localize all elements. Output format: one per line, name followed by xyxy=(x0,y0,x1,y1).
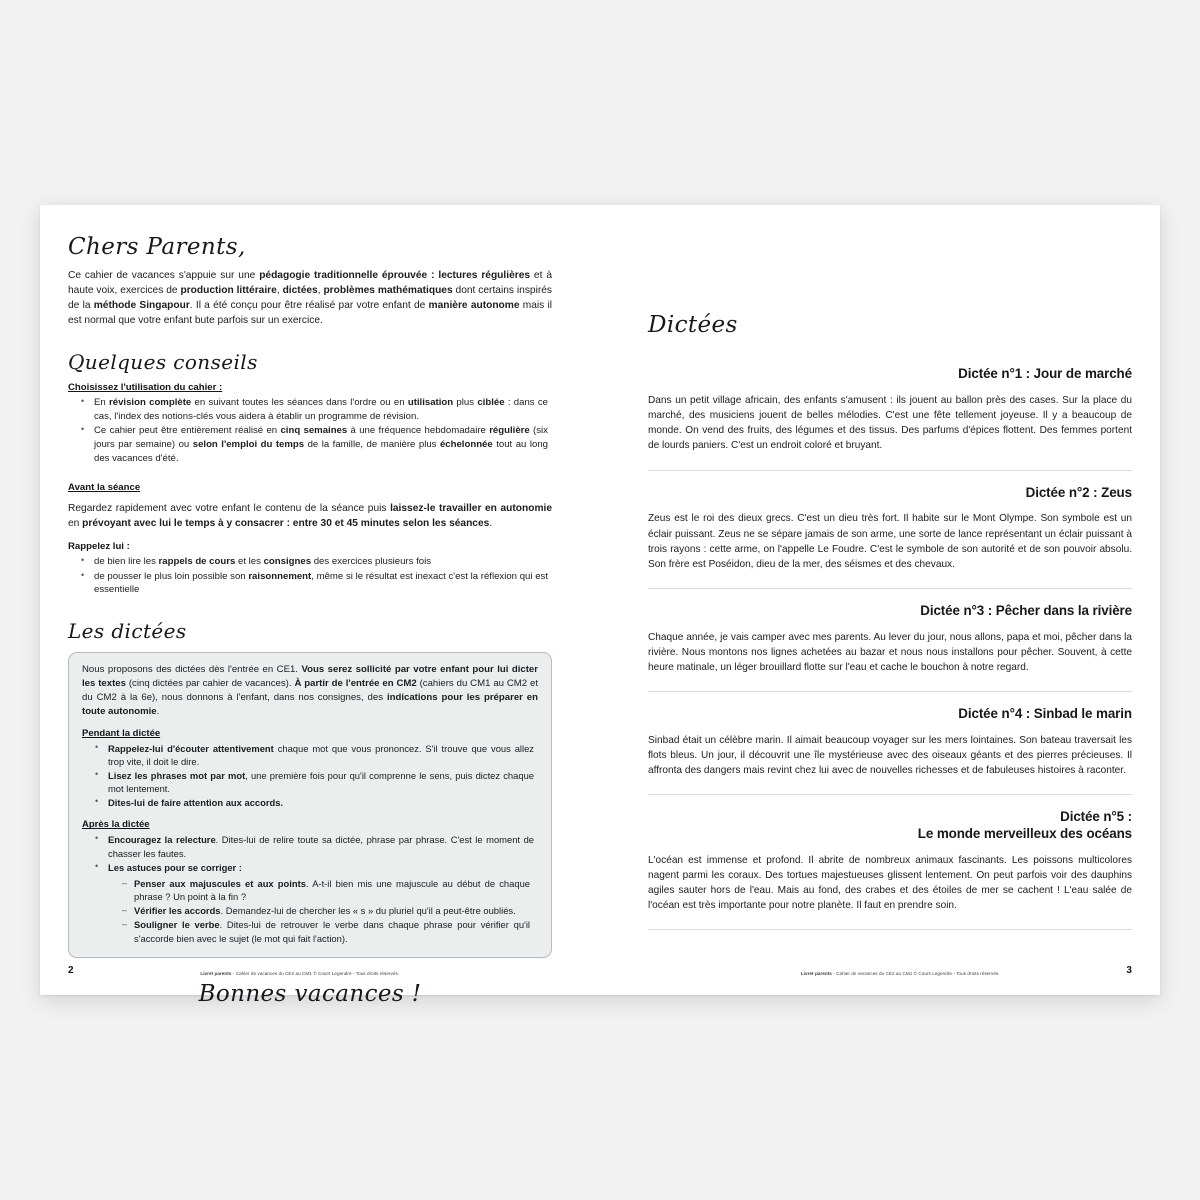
closing-wish-wrapper xyxy=(68,982,552,1007)
callout-subheading-pendant: Pendant la dictée xyxy=(82,727,161,739)
conseils-heading: Quelques conseils xyxy=(68,350,258,375)
right-footer-text: - Cahier de vacances du CE2 au CM1 © Cours Legendre - Tous droits réservés. xyxy=(831,971,1000,976)
left-page xyxy=(40,205,600,1007)
subheading-rappelez-lui: Rappelez lui : xyxy=(68,541,130,553)
list-item: • Ce cahier peut être entièrement réalisé en cinq semaines à une fréquence hebdomadaire régulière (six jours par semaine) ou selon l'emploi du temps de la famille, de manière plus échelonnée tout au long des vacances d'été. xyxy=(94,424,552,465)
callout-subheading-apres: Après la dictée xyxy=(82,819,150,831)
conseils-bullet-list xyxy=(68,396,552,465)
dictee-separator xyxy=(648,470,1132,471)
callout-apres-bullet-list xyxy=(82,833,538,944)
list-item: • Encouragez la relecture. Dites-lui de relire toute sa dictée, phrase par phrase. C'est le moment de chasser les fautes. xyxy=(108,833,538,859)
dictee-separator xyxy=(648,794,1132,795)
dictee-separator xyxy=(648,691,1132,692)
left-page-footer xyxy=(40,965,600,979)
callout-pendant-bullet-list xyxy=(82,742,538,810)
left-page-number: 2 xyxy=(68,965,74,976)
sub-list-item: – Souligner le verbe. Dites-lui de retrouver le verbe dans chaque phrase pour vérifier qu'il s'accorde bien avec le sujet (le mot qui fait l'action). xyxy=(134,918,534,944)
list-item: • Lisez les phrases mot par mot, une première fois pour qu'il comprenne le sens, puis dictez chaque mot lentement. xyxy=(108,769,538,795)
dictee-title: Dictée n°5 : Le monde merveilleux des océans xyxy=(917,809,1132,842)
dictee-entry xyxy=(648,809,1132,913)
list-item: • de bien lire les rappels de cours et les consignes des exercices plusieurs fois xyxy=(94,555,552,569)
left-footer-copyright xyxy=(200,971,399,976)
sub-list xyxy=(108,877,534,945)
dictee-title: Dictée n°4 : Sinbad le marin xyxy=(958,706,1132,722)
avant-la-seance-paragraph: Regardez rapidement avec votre enfant le contenu de la séance puis laissez-le travailler en autonomie en prévoyant avec lui le temps à y consacrer : entre 30 et 45 minutes selon les séances. xyxy=(68,503,552,530)
right-page xyxy=(600,205,1160,995)
subheading-choisissez: Choisissez l'utilisation du cahier : xyxy=(68,382,223,394)
dictee-entry xyxy=(648,603,1132,675)
book-spread xyxy=(40,205,1160,1007)
left-footer-label: Livret parents xyxy=(200,971,232,976)
dictee-text: Sinbad était un célèbre marin. Il aimait beaucoup voyager sur les mers lointaines. Son bateau traversait les flots bleus. Un jour, il découvrit une île mystérieuse avec des oiseaux géants et des pierres précieuses. Il affronta des dangers mais revint chez lui avec de nouvelles richesses et de fabuleuses histoires à raconter. xyxy=(648,734,1132,777)
dictee-title: Dictée n°3 : Pêcher dans la rivière xyxy=(920,602,1132,618)
dictees-callout-box xyxy=(68,652,552,958)
dictee-title: Dictée n°1 : Jour de marché xyxy=(958,366,1132,382)
rappelez-lui-bullet-list xyxy=(68,555,552,597)
dictees-list xyxy=(648,366,1132,930)
dictee-title: Dictée n°2 : Zeus xyxy=(1025,484,1132,500)
dictee-entry xyxy=(648,485,1132,572)
greeting-heading: Chers Parents, xyxy=(68,234,246,260)
dictee-entry xyxy=(648,366,1132,453)
subheading-avant-la-seance: Avant la séance xyxy=(68,482,141,494)
sub-list-item: – Vérifier les accords. Demandez-lui de chercher les « s » du pluriel qu'il a peut-être oubliés. xyxy=(134,904,534,917)
dictee-text: L'océan est immense et profond. Il abrite de nombreux animaux fascinants. Les poissons multicolores nagent parmi les coraux. Des tortues majestueuses glissent lentement. On peut parfois voir des dauphins agiles sauter hors de l'eau. Mais au fond, des crabes et des étoiles de mer se cachent ! L'eau salée de l'océan est très importante pour notre planète. Il faut en prendre soin. xyxy=(648,854,1132,912)
list-item: • de pousser le plus loin possible son raisonnement, même si le résultat est inexact c'est la réflexion qui est essentielle xyxy=(94,570,552,597)
list-item: • Les astuces pour se corriger : – Penser aux majuscules et aux points. A-t-il bien mis une majuscule au début de chaque phrase ? Un point à la fin ? – Vérifier les accords. Demandez-lui de chercher les « s » du pluriel qu'il a peut-être oubliés. – Souligner le verbe. Dites-lui de retrouver le verbe dans chaque phrase pour vérifier qu'il s'accorde bien avec le sujet (le mot qui fait l'action). xyxy=(108,861,538,945)
list-item: • Rappelez-lui d'écouter attentivement chaque mot que vous prononcez. S'il trouve que vous allez trop vite, il doit le dire. xyxy=(108,742,538,768)
les-dictees-heading: Les dictées xyxy=(68,619,187,644)
dictee-text: Dans un petit village africain, des enfants s'amusent : ils jouent au ballon près des cases. Sur la place du marché, des musiciens jouent de belles mélodies. C'est une fête tellement joyeuse. Il y a beaucoup de monde. On vend des fruits, des légumes et des tissus. Des parfums d'épices flottent. Des femmes portent de lourds paniers. C'est un endroit coloré et bruyant. xyxy=(648,395,1132,452)
dictee-text: Chaque année, je vais camper avec mes parents. Au lever du jour, nous allons, papa et moi, pêcher dans la rivière. Nous montons nos lignes achetées au bazar et nous nous installons pour pêcher. Souvent, à cette heure matinale, un léger brouillard flotte sur l'eau et cache le bouchon à notre regard. xyxy=(648,631,1132,673)
right-page-footer xyxy=(600,965,1160,979)
dictees-heading: Dictées xyxy=(648,312,738,338)
dictee-separator-end xyxy=(648,929,1132,930)
callout-intro-paragraph: Nous proposons des dictées dès l'entrée en CE1. Vous serez sollicité par votre enfant pour lui dicter les textes (cinq dictées par cahier de vacances). À partir de l'entrée en CM2 (cahiers du CM1 au CM2 et du CM2 à la 6e), nous donnons à l'enfant, dans nos consignes, des indications pour les préparer en toute autonomie. xyxy=(82,664,539,717)
dictee-entry xyxy=(648,706,1132,778)
left-footer-text: - Cahier de vacances du CE2 au CM1 © Cours Legendre - Tous droits réservés. xyxy=(231,971,400,976)
list-item: • Dites-lui de faire attention aux accords. xyxy=(108,796,538,809)
closing-wish: Bonnes vacances ! xyxy=(198,980,422,1007)
right-page-number: 3 xyxy=(1126,965,1132,976)
right-footer-copyright xyxy=(801,971,1000,976)
list-item: • En révision complète en suivant toutes les séances dans l'ordre ou en utilisation plus ciblée : dans ce cas, l'index des notions-clés vous aidera à établir un programme de révision. xyxy=(94,396,552,423)
dictee-text: Zeus est le roi des dieux grecs. C'est un dieu très fort. Il habite sur le Mont Olympe. Son symbole est un éclair puissant. Zeus ne se sépare jamais de son arme, une sorte de lance représentant un éclair puissant à trois rayons : cette arme, on l'appelle Le Foudre. C'est le symbole de son autorité et de son pouvoir absolu. Son frère est Poséidon, dieu de la mer, des séismes et des chevaux. xyxy=(648,513,1132,570)
right-footer-label: Livret parents xyxy=(800,971,832,976)
dictee-separator xyxy=(648,588,1132,589)
intro-paragraph: Ce cahier de vacances s'appuie sur une pédagogie traditionnelle éprouvée : lectures régulières et à haute voix, exercices de production littéraire, dictées, problèmes mathématiques dont certains inspirés de la méthode Singapour. Il a été conçu pour être réalisé par votre enfant de manière autonome mais il est normal que votre enfant bute parfois sur un exercice. xyxy=(68,270,553,327)
sub-list-item: – Penser aux majuscules et aux points. A-t-il bien mis une majuscule au début de chaque phrase ? Un point à la fin ? xyxy=(134,877,534,903)
